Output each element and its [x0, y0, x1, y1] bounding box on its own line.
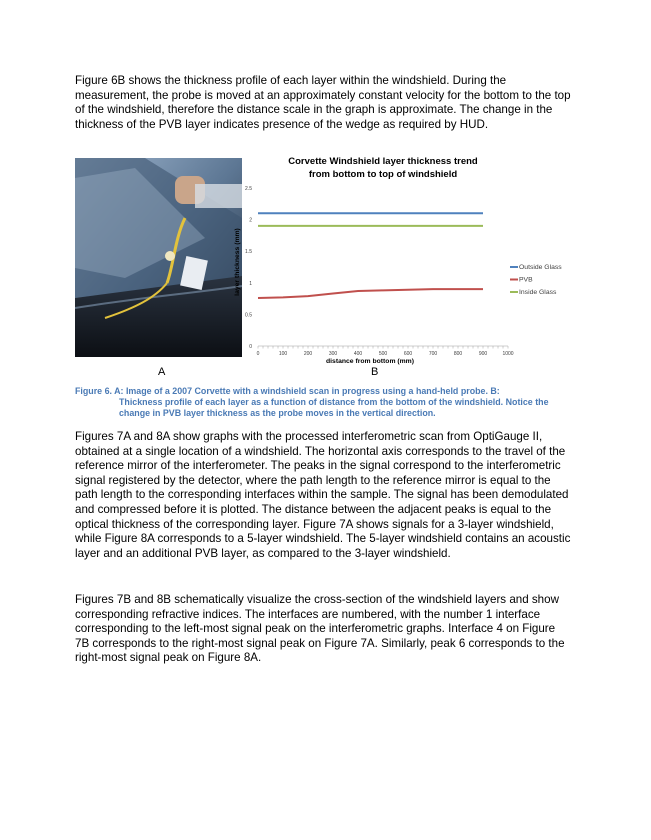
y-axis-ticks: [245, 186, 252, 350]
caption-lead: Figure 6. A: Image of a 2007 Corvette with a windshield scan in progress using a hand-held probe. B:: [75, 386, 500, 396]
y-tick-label: 2.5: [245, 186, 252, 192]
y-tick-label: 1.5: [245, 249, 252, 256]
caption-continuation: Thickness profile of each layer as a function of distance from the bottom of the windshield. Notice the change in PVB layer thickness as the probe moves in the vertical direction.: [119, 397, 549, 418]
paragraph-figures-7b-8b: Figures 7B and 8B schematically visualize the cross-section of the windshield layers and show corresponding refractive indices. The interfaces are numbered, with the number 1 interface corresponding to the left-most signal peak on the interferometric graphs. Interface 4 on Figure 7B corresponds to the right-most signal peak on Figure 7A. Similarly, peak 6 corresponds to the right-most signal peak on Figure 8A.: [75, 593, 565, 665]
chart-title-line-2: from bottom to top of windshield: [308, 169, 458, 180]
x-tick-label: 200: [303, 351, 313, 357]
legend-entry-pvb: PVB: [519, 276, 533, 284]
thickness-trend-chart: [205, 150, 585, 375]
y-axis-label: layer thickness (mm): [234, 228, 241, 296]
figure-label-b: B: [371, 366, 379, 378]
chart-title-line-1: Corvette Windshield layer thickness trend: [288, 156, 478, 167]
chart-plot-area: [258, 346, 508, 349]
y-tick-label: 1: [249, 280, 252, 287]
chart-series-lines: [258, 213, 483, 298]
figure-label-a: A: [158, 366, 166, 378]
x-tick-label: 900: [478, 351, 488, 357]
x-axis-ticks: [257, 351, 514, 357]
legend-entry-outside-glass: Outside Glass: [519, 264, 562, 272]
x-axis-label: distance from bottom (mm): [326, 358, 414, 365]
chart-legend: [510, 264, 562, 296]
series-line-pvb: [258, 289, 483, 298]
y-tick-label: 0: [249, 344, 252, 350]
x-tick-label: 500: [378, 351, 388, 357]
x-tick-label: 1000: [502, 351, 514, 357]
x-tick-label: 700: [428, 351, 438, 357]
x-tick-label: 100: [278, 351, 288, 357]
y-tick-label: 0.5: [245, 312, 252, 319]
x-tick-label: 800: [453, 351, 463, 357]
paragraph-figures-7a-8a: Figures 7A and 8A show graphs with the processed interferometric scan from OptiGauge II, obtained at a single location of a windshield. The horizontal axis corresponds to the travel of the reference mirror of the interferometer. The peaks in the signal correspond to the interferometric signal registered by the detector, where the path length to the reference mirror is equal to the path length to the corresponding interfaces within the sample. The signal has been demodulated and compressed before it is plotted. The distance between the adjacent peaks is equal to the optical thickness of the corresponding layer. Figure 7A shows signals for a 3-layer windshield, while Figure 8A corresponds to a 5-layer windshield. The 5-layer windshield contains an acoustic layer and an additional PVB layer, as compared to the 3-layer windshield.: [75, 430, 571, 560]
x-tick-label: 400: [353, 351, 363, 357]
y-tick-label: 2: [249, 217, 252, 224]
figure-6-caption: [75, 386, 575, 419]
paragraph-figure-6b-intro: Figure 6B shows the thickness profile of each layer within the windshield. During the measurement, the probe is moved at an approximately constant velocity for the bottom to the top of the windshield, therefore the distance scale in the graph is approximate. The change in the thickness of the PVB layer indicates presence of the wedge as required by HUD.: [75, 74, 571, 131]
x-tick-label: 0: [256, 351, 260, 357]
legend-entry-inside-glass: Inside Glass: [519, 289, 557, 297]
x-tick-label: 300: [328, 351, 338, 357]
x-tick-label: 600: [403, 351, 413, 357]
